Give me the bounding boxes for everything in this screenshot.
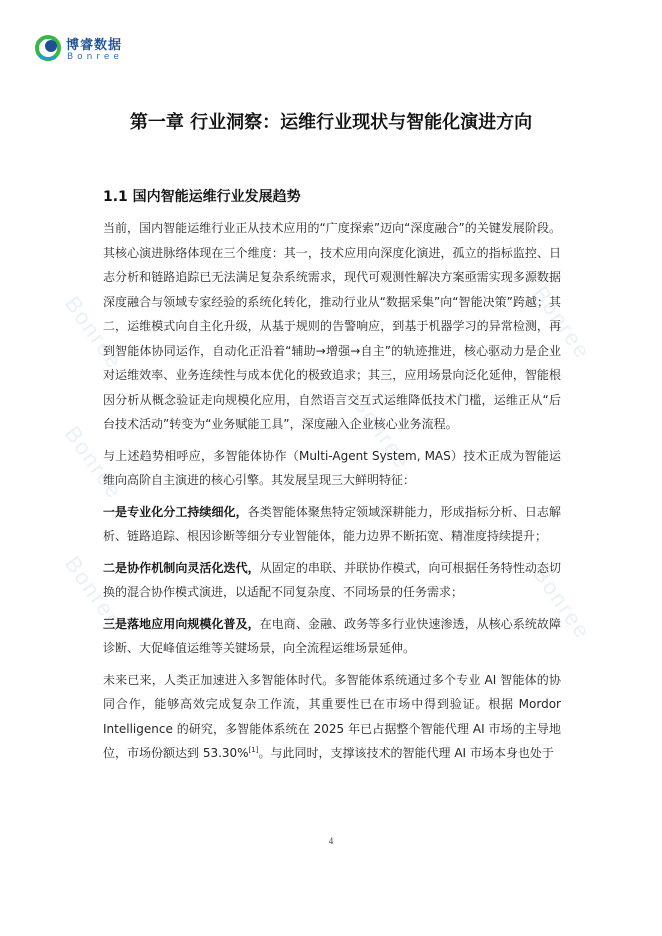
feature-1-text: 各类智能体聚焦特定领域深耕能力，形成指标分析、日志解析、链路追踪、根因诊断等细分专业智能体，能力边界不断拓宽、精准度持续提升； [103,504,561,543]
logo-name-cn: 博睿数据 [66,38,123,53]
section-title: 1.1 国内智能运维行业发展趋势 [103,189,301,205]
paragraph-feature-3 [103,612,561,661]
watermark: Bonree [59,421,128,504]
feature-2-heading: 二是协作机制向灵活化迭代， [103,560,260,575]
watermark: Bonree [59,291,128,374]
market-text-tail: 。与此同时，支撑该技术的智能代理 AI 市场本身也处于 [258,746,554,760]
watermark: Bonree [527,561,596,644]
paragraph-market [103,668,561,766]
watermark: Bonree [347,391,416,474]
chapter-title: 第一章 行业洞察：运维行业现状与智能化演进方向 [129,112,533,133]
body-content [103,216,561,773]
logo-name-en: Bonree [67,52,123,62]
paragraph-feature-1 [103,500,561,549]
page-number: 4 [328,836,334,846]
market-text: 未来已来，人类正加速进入多智能体时代。多智能体系统通过多个专业 AI 智能体的协同合作，能够高效完成复杂工作流，其重要性已在市场中得到验证。根据 Mordor Intelligence 的研究，多智能体系统在 2025 年已占据整个智能代理 AI 市场的主导地位，市场份额达到 53.30% [103,672,561,760]
feature-1-heading: 一是专业化分工持续细化， [103,504,248,519]
feature-3-heading: 三是落地应用向规模化普及， [103,616,260,631]
company-logo [34,30,134,66]
bonree-logo-icon [34,33,64,63]
paragraph-mas-intro: 与上述趋势相呼应，多智能体协作（Multi-Agent System, MAS）技术正成为智能运维向高阶自主演进的核心引擎。其发展呈现三大鲜明特征： [103,448,561,487]
feature-2-text: 从固定的串联、并联协作模式，向可根据任务特性动态切换的混合协作模式演进，以适配不同复杂度、不同场景的任务需求； [103,560,561,599]
paragraph-trends: 当前，国内智能运维行业正从技术应用的“广度探索”迈向“深度融合”的关键发展阶段。其核心演进脉络体现在三个维度：其一，技术应用向深度化演进，孤立的指标监控、日志分析和链路追踪已无法满足复杂系统需求，现代可观测性解决方案亟需实现多源数据深度融合与领域专家经验的系统化转化，推动行业从“数据采集”向“智能决策”跨越；其二，运维模式向自主化升级，从基于规则的告警响应，到基于机器学习的异常检测，再到智能体协同运作，自动化正沿着“辅助→增强→自主”的轨迹推进，核心驱动力是企业对运维效率、业务连续性与成本优化的极致追求；其三，应用场景向泛化延伸，智能根因分析从概念验证走向规模化应用，自然语言交互式运维降低技术门槛，运维正从“后台技术活动”转变为“业务赋能工具”，深度融入企业核心业务流程。 [103,221,561,431]
feature-3-text: 在电商、金融、政务等多行业快速渗透，从核心系统故障诊断、大促峰值运维等关键场景，向全流程运维场景延伸。 [103,616,561,655]
watermark: Bonree [527,281,596,364]
citation-ref[interactable]: [1] [248,746,259,754]
paragraph-feature-2 [103,556,561,605]
watermark: Bonree [59,551,128,634]
